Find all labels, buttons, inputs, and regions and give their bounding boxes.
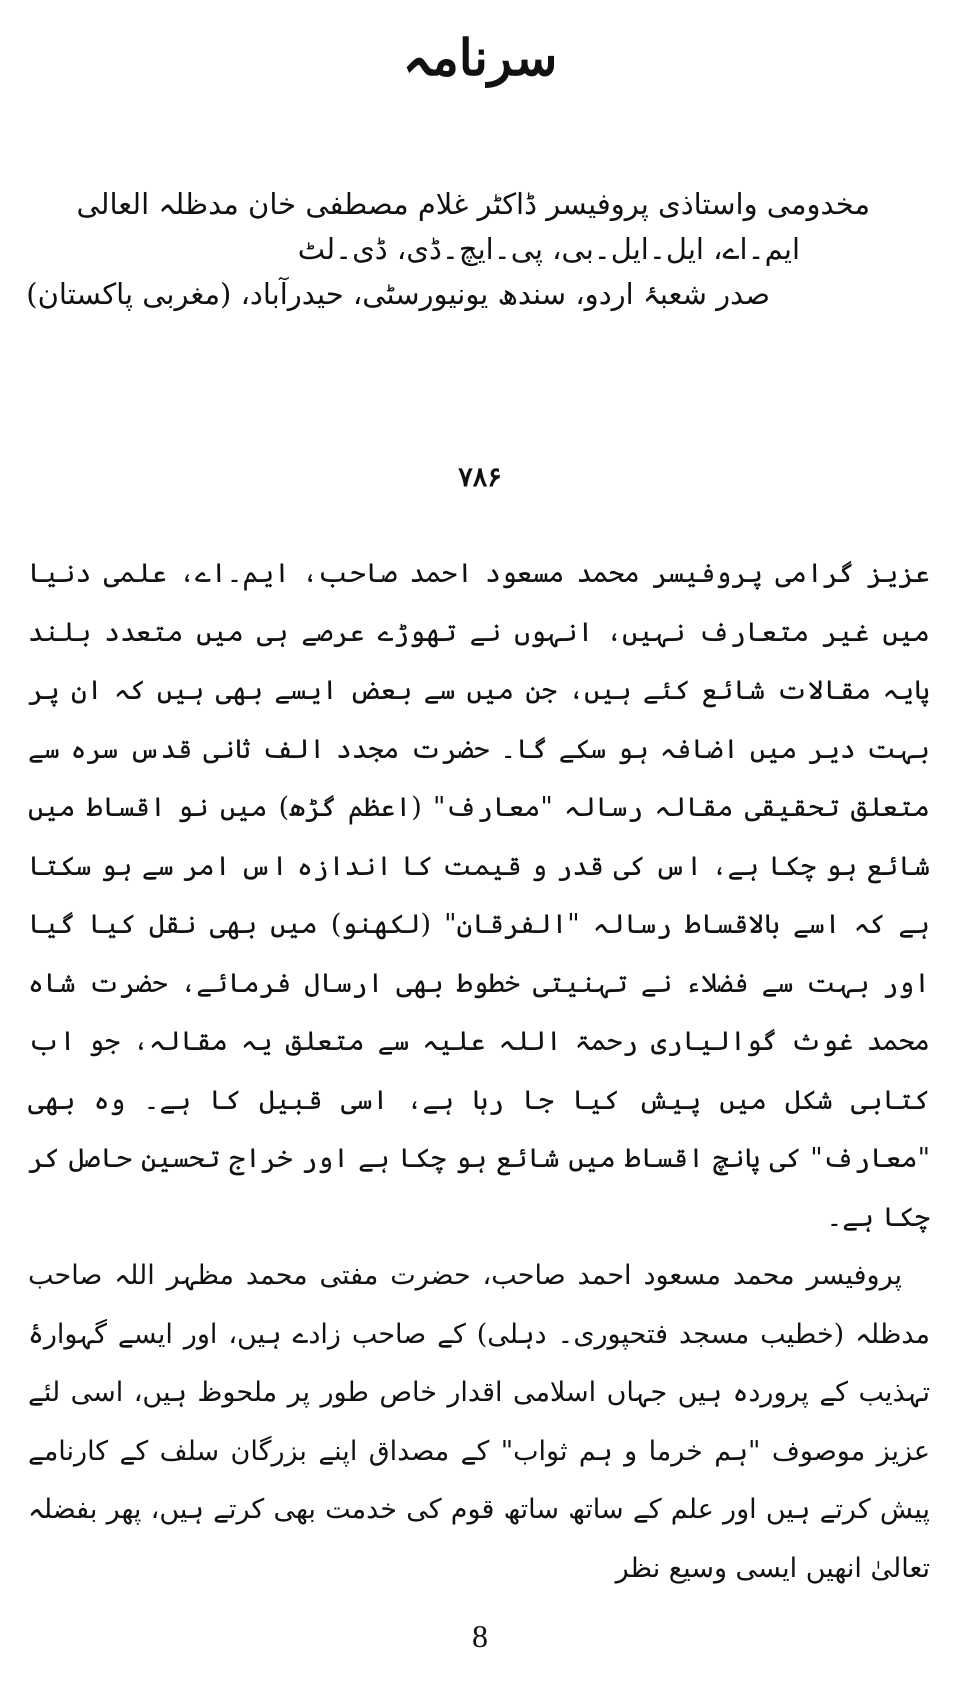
page-title: سرنامہ [402,28,558,87]
dedication-degrees-line: ایم۔اے، ایل۔ایل۔بی، پی۔ایچ۔ڈی، ڈی۔لٹ [297,231,800,266]
dedication-name-line: مخدومی واستاذی پروفیسر ڈاکٹر غلام مصطفی خان مدظلہ العالی [76,187,870,221]
paragraph: پروفیسر محمد مسعود احمد صاحب، حضرت مفتی محمد مظہر اللہ صاحب مدظلہ (خطیب مسجد فتحپوری۔ دہلی) کے صاحب زادے ہیں، اور ایسے گہوارۂ تہذیب کے پروردہ ہیں جہاں اسلامی اقدار خاص طور پر ملحوظ ہیں، اسی لئے عزیز موصوف "ہم خرما و ہم ثواب" کے مصداق اپنے بزرگان سلف کے کارنامے پیش کرتے ہیں اور علم کے ساتھ ساتھ قوم کی خدمت بھی کرتے ہیں، پھر بفضلہ تعالیٰ انھیں ایسی وسیع نظر [28,1260,930,1584]
date-heading: ۷۸۶ [458,462,502,493]
paragraph: عزیز گرامی پروفیسر محمد مسعود احمد صاحب، ایم۔اے، علمی دنیا میں غیر متعارف نہیں، انہوں نے تھوڑے عرصے ہی میں متعدد بلند پایہ مقالات شائع کئے ہیں، جن میں سے بعض ایسے بھی ہیں کہ ان پر بہت دیر میں اضافہ ہو سکے گا۔ حضرت مجدد الف ثانی قدس سرہ سے متعلق تحقیقی مقالہ رسالہ "معارف" (اعظم گڑھ) میں نو اقساط میں شائع ہو چکا ہے، اس کی قدر و قیمت کا اندازہ اس امر سے ہو سکتا ہے کہ اسے بالاقساط رسالہ "الفرقان" (لکھنو) میں بھی نقل کیا گیا اور بہت سے فضلاء نے تہنیتی خطوط بھی ارسال فرمائے، حضرت شاہ محمد غوث گوالیاری رحمۃ اللہ علیہ سے متعلق یہ مقالہ، جو اب کتابی شکل میں پیش کیا جا رہا ہے، اسی قبیل کا ہے۔ وہ بھی "معارف" کی پانچ اقساط میں شائع ہو چکا ہے اور خراج تحسین حاصل کر چکا ہے۔ [28,558,930,1233]
dedication-position-line: صدر شعبۂ اردو، سندھ یونیورسٹی، حیدرآباد، (مغربی پاکستان) [26,276,770,311]
body-text [28,545,930,1598]
page-number: 8 [472,1618,488,1654]
dedication-header [26,182,870,317]
